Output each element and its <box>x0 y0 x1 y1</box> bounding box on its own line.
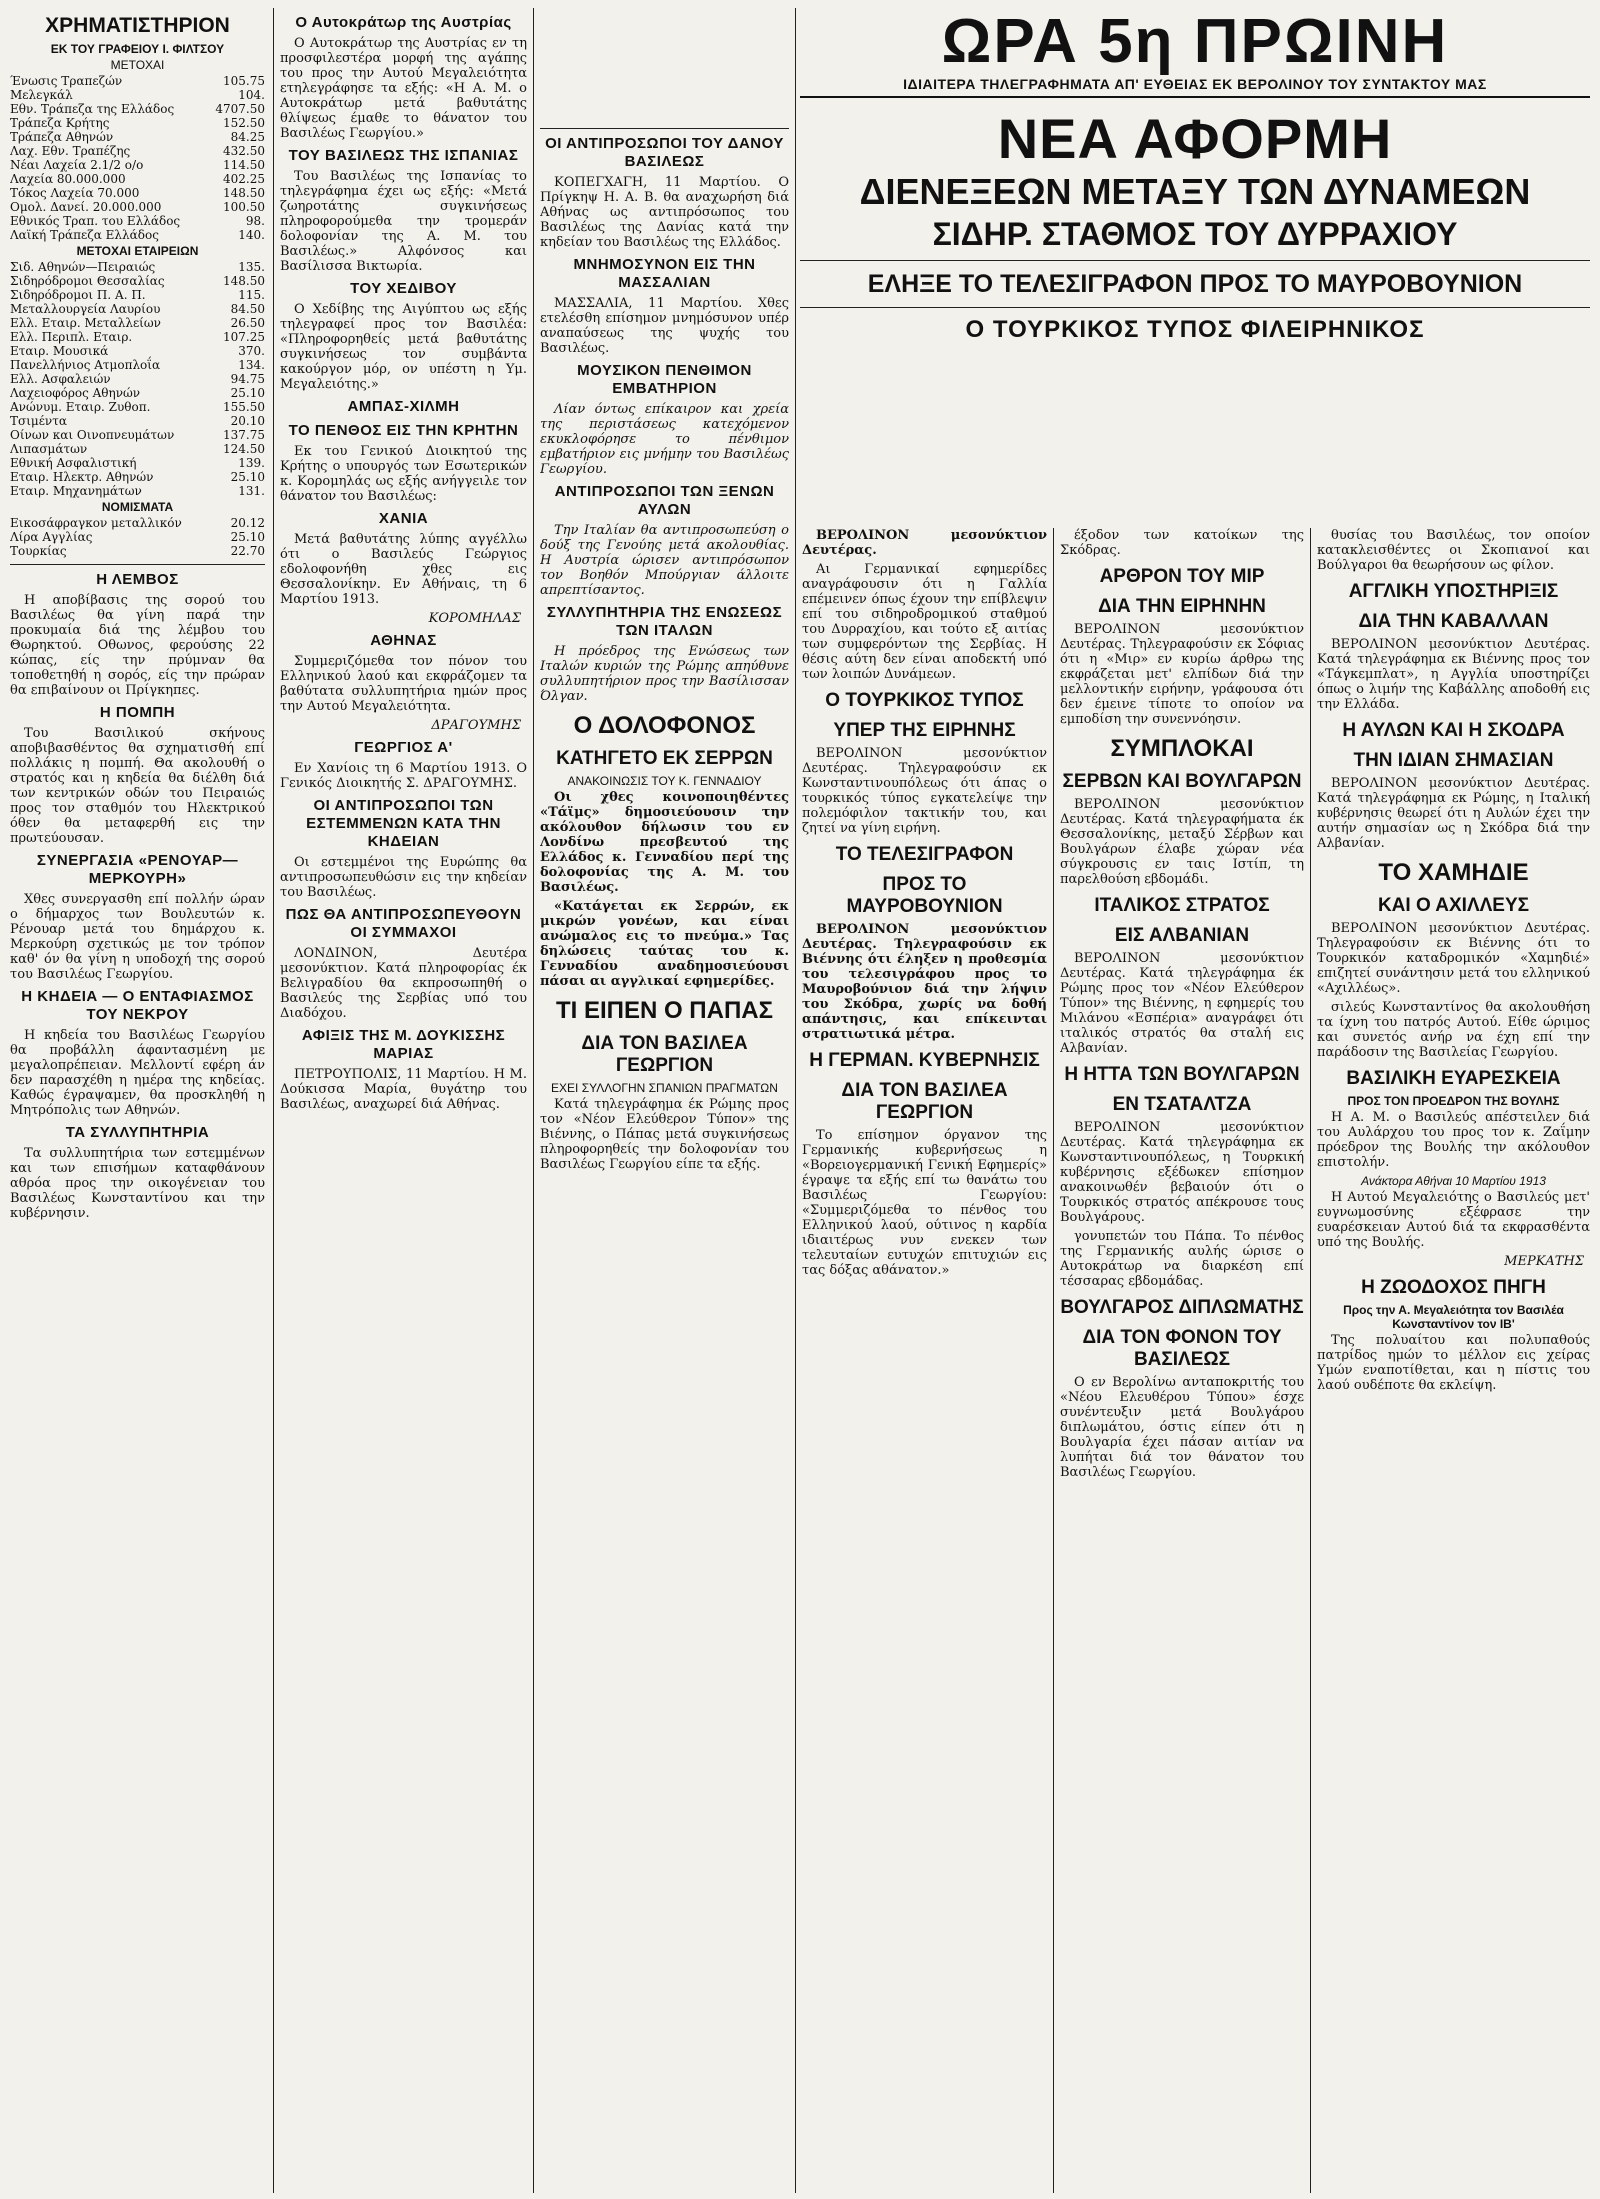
dateline: ΑΘΗΝΑΣ <box>370 632 437 649</box>
section-title: ΟΙ ΑΝΤΙΠΡΟΣΩΠΟΙ ΤΩΝ ΕΣΤΕΜΜΕΝΩΝ ΚΑΤΑ ΤΗΝ ΚΗΔΕΙΑΝ <box>306 797 501 850</box>
table-row <box>10 158 265 172</box>
section-title: Η ΚΗΔΕΙΑ — Ο ΕΝΤΑΦΙΑΣΜΟΣ ΤΟΥ ΝΕΚΡΟΥ <box>21 988 254 1023</box>
section-title: ΤΟΥ ΧΕΔΙΒΟΥ <box>350 280 457 297</box>
table-row <box>10 428 265 442</box>
table-row <box>10 260 265 274</box>
article-text: Εκ του Γενικού Διοικητού της Κρήτης ο υπουργός των Εσωτερικών κ. Κορομηλάς ως εξής ανήγγειλε τον θάνατον του Βασιλέως: <box>280 444 527 504</box>
article-text: θυσίας του Βασιλέως, τον οποίον κατακλεισθέντες οι Σκοπιανοί και Βούλγαροι θα θεωρήσουν ως φίλον. <box>1317 528 1590 573</box>
row-value: 107.25 <box>223 330 265 344</box>
section-title: Η ΖΩΟΔΟΧΟΣ ΠΗΓΗ <box>1361 1277 1546 1298</box>
row-label: Τράπεζα Αθηνών <box>10 130 114 144</box>
article-text: γονυπετών του Πάπα. Το πένθος της Γερμανικής αυλής ώρισε ο Αυτοκράτωρ να διαρκέση επί τέσσαρας εβδομάδας. <box>1060 1229 1304 1289</box>
market-title: ΧΡΗΜΑΤΙΣΤΗΡΙΟΝ <box>45 14 230 37</box>
row-label: Εικοσάφραγκον μεταλλικόν <box>10 516 182 530</box>
section-title: ΤΟ ΧΑΜΗΔΙΕ <box>1378 859 1529 886</box>
section-title: Η ΑΥΛΩΝ ΚΑΙ Η ΣΚΟΔΡΑ <box>1342 720 1565 741</box>
article-text: Συμμεριζόμεθα τον πόνον του Ελληνικού λαού και εκφράζομεν τα βαθύτατα συλλυπητήρια ημών προς την Αυτού Μεγαλειότητα. <box>280 654 527 714</box>
article-text: ΒΕΡΟΛΙΝΟΝ μεσονύκτιον Δευτέρας. Τηλεγραφούσιν εκ Κωνσταντινουπόλεως ότι άπας ο τουρκικός τύπος εγκατελείψε την πολεμόφιλον τακτικήν του, και ζητεί να γίνη ειρήνη. <box>802 746 1047 836</box>
section-title: ΟΙ ΑΝΤΙΠΡΟΣΩΠΟΙ ΤΟΥ ΔΑΝΟΥ ΒΑΣΙΛΕΩΣ <box>545 135 784 170</box>
table-row <box>10 516 265 530</box>
article-text: Μετά βαθυτάτης λύπης αγγέλλω ότι ο Βασιλεύς Γεώργιος εδολοφονήθη χθες εις Θεσσαλονίκην. Εν Αθήναις, τη 6 Μαρτίου 1913. <box>280 532 527 607</box>
section-title: ΣΥΛΛΥΠΗΤΗΡΙΑ ΤΗΣ ΕΝΩΣΕΩΣ ΤΩΝ ΙΤΑΛΩΝ <box>546 604 783 639</box>
section-title: Ο ΔΟΛΟΦΟΝΟΣ <box>573 712 756 739</box>
row-label: Εταιρ. Μουσικά <box>10 344 109 358</box>
table-row <box>10 274 265 288</box>
row-label: Μεταλλουργεία Λαυρίου <box>10 302 161 316</box>
column-rule <box>1053 528 1054 2193</box>
row-value: 98. <box>245 214 265 228</box>
article-text: Η πρόεδρος της Ενώσεως των Ιταλών κυριών της Ρώμης απηύθυνε συλλυπητήριον προς την Βασίλισσαν Όλγαν. <box>540 644 789 704</box>
article-text: Χθες συνεργασθη επί πολλήν ώραν ο δήμαρχος των Βουλευτών κ. Ρένουαρ μετά του δημάρχου κ. Μερκούρη σχετικώς με τον τρόπον καθ' όν θα γίνη η υποδοχή της σορού του Βασιλέως Γεωργίου. <box>10 892 265 982</box>
row-label: Λαϊκή Τράπεζα Ελλάδος <box>10 228 159 242</box>
table-row <box>10 442 265 456</box>
signature: ΔΡΑΓΟΥΜΗΣ <box>431 718 521 733</box>
row-label: Σιδηρόδρομοι Θεσσαλίας <box>10 274 165 288</box>
headline-tertiary: ΣΙΔΗΡ. ΣΤΑΘΜΟΣ ΤΟΥ ΔΥΡΡΑΧΙΟΥ <box>932 216 1458 252</box>
row-label: Εθνική Ασφαλιστική <box>10 456 137 470</box>
row-label: Λίρα Αγγλίας <box>10 530 93 544</box>
row-label: Πανελλήνιος Ατμοπλοΐα <box>10 358 161 372</box>
fx-heading: ΝΟΜΙΣΜΑΤΑ <box>101 500 174 514</box>
article-text: Λίαν όντως επίκαιρον και χρεία της περιστάσεως κατεχόμενον εκυκλοφόρησε το πένθιμον εμβατήριον εις μνήμην του Βασιλέως Γεωργίου. <box>540 402 789 477</box>
row-value: 402.25 <box>223 172 265 186</box>
section-subtitle: ΕΝ ΤΣΑΤΑΛΤΖΑ <box>1112 1094 1252 1115</box>
article-text: Η Αυτού Μεγαλειότης ο Βασιλεύς μετ' ευγνωμοσύνης εξέφρασε την ευαρέσκειαν Αυτού διά τα εκφρασθέντα υπό της Βουλής. <box>1317 1190 1590 1250</box>
table-row <box>10 200 265 214</box>
table-row <box>10 530 265 544</box>
article-text: ΒΕΡΟΛΙΝΟΝ μεσονύκτιον Δευτέρας. Τηλεγραφούσιν εκ Σόφιας ότι η «Μιρ» εν κυρίω άρθρω της εκφράζεται μετ' ελπίδων διά την μελλοντικήν ειρήνην, γράφουσα ότι δεν έμεινε τίποτε το οποίον να εμποδίση την συνεννόησιν. <box>1060 622 1304 727</box>
table-row <box>10 484 265 498</box>
row-label: Τσιμέντα <box>10 414 67 428</box>
article-text: ΒΕΡΟΛΙΝΟΝ μεσονύκτιον Δευτέρας. Τηλεγραφούσιν εκ Βιέννης ότι έληξεν η προθεσμία του τελεσιγράφου προς το Μαυροβούνιον διά την λήψιν του Σκόδρα, χωρίς να δοθή απάντησις, και επίκεινται στρατιωτικά μέτρα. <box>802 922 1047 1042</box>
article-text: σιλεύς Κωνσταντίνος θα ακολουθήση τα ίχνη του πατρός Αυτού. Είθε ώριμος και συνετός ανήρ να έχη επί την παράδοσιν της Βασιλείας Γεωργίου. <box>1317 1000 1590 1060</box>
dateline: Ανάκτορα Αθήναι 10 Μαρτίου 1913 <box>1361 1174 1546 1188</box>
row-value: 25.10 <box>230 530 265 544</box>
article-text: Κατά τηλεγράφημα έκ Ρώμης προς τον «Νέον Ελεύθερον Τύπον» της Βιέννης, ο Πάπας μετά συγκινήσεως πληροφορηθείς την δολοφονίαν του Βασιλέως Γεωργίου είπε τα εξής. <box>540 1097 789 1172</box>
row-label: Νέαι Λαχεία 2.1/2 ο/ο <box>10 158 144 172</box>
article-text: ΒΕΡΟΛΙΝΟΝ μεσονύκτιον Δευτέρας. Τηλεγραφούσιν εκ Βιέννης ότι το Τουρκικόν καταδρομικόν «Χαμηδιέ» επιζητεί συνάντησιν μετά του ελληνικού «Αχιλλέως». <box>1317 921 1590 996</box>
table-row <box>10 358 265 372</box>
article-text: Την Ιταλίαν θα αντιπροσωπεύση ο δούξ της Γενούης μετά ακολουθίας. Η Αυστρία ώρισεν αντιπρόσωπον τον Βοηθόν Μπούργιαν άλλοιτε απρεπτίσαντος. <box>540 523 789 598</box>
column-1 <box>10 8 265 2193</box>
article-text: Του Βασιλικού σκήνους αποβιβασθέντος θα σχηματισθή επί πολλάκις η πομπή. Θα ακολουθή ο στρατός και η κηδεία θα διέλθη διά των κεντρικών οδών του Πειραιώς προς τον σταθμόν του Ηλεκτρικού όθεν θα μεταφερθή εις την πρωτεύουσαν. <box>10 726 265 846</box>
companies-heading: ΜΕΤΟΧΑΙ ΕΤΑΙΡΕΙΩΝ <box>76 244 199 258</box>
row-label: Οίνων και Οινοπνευμάτων <box>10 428 175 442</box>
article-text: «Κατάγεται εκ Σερρών, εκ μικρών γονέων, και είναι ανώμαλος εις το πνεύμα.» Τας δηλώσεις ταύτας του κ. Γενναδίου αναδημοσιεύουσι πάσαι αι αγγλικαί εφημερίδες. <box>540 899 789 989</box>
article-text: έξοδον των κατοίκων της Σκόδρας. <box>1060 528 1304 558</box>
row-value: 148.50 <box>223 186 265 200</box>
row-label: Εταιρ. Μηχανημάτων <box>10 484 142 498</box>
section-title: ΣΥΝΕΡΓΑΣΙΑ «ΡΕΝΟΥΑΡ—ΜΕΡΚΟΥΡΗ» <box>36 852 239 887</box>
section-subtitle: ΠΡΟΣ ΤΟ ΜΑΥΡΟΒΟΥΝΙΟΝ <box>846 874 1003 917</box>
row-value: 105.75 <box>223 74 265 88</box>
section-title: Η ΛΕΜΒΟΣ <box>96 571 179 588</box>
banner-subtitle: ΙΔΙΑΙΤΕΡΑ ΤΗΛΕΓΡΑΦΗΜΑΤΑ ΑΠ' ΕΥΘΕΙΑΣ ΕΚ ΒΕΡΟΛΙΝΟΥ ΤΟΥ ΣΥΝΤΑΚΤΟΥ ΜΑΣ <box>800 76 1590 98</box>
section-title: ΣΥΜΠΛΟΚΑΙ <box>1110 735 1254 762</box>
row-value: 155.50 <box>223 400 265 414</box>
table-row <box>10 228 265 242</box>
headline-secondary: ΔΙΕΝΕΞΕΩΝ ΜΕΤΑΞΥ ΤΩΝ ΔΥΝΑΜΕΩΝ <box>859 171 1531 212</box>
row-label: Εταιρ. Ηλεκτρ. Αθηνών <box>10 470 154 484</box>
row-value: 148.50 <box>223 274 265 288</box>
headline-ultimatum: ΕΛΗΞΕ ΤΟ ΤΕΛΕΣΙΓΡΑΦΟΝ ΠΡΟΣ ΤΟ ΜΑΥΡΟΒΟΥΝΙΟΝ <box>867 270 1523 298</box>
companies-table <box>10 260 265 498</box>
row-label: Τράπεζα Κρήτης <box>10 116 110 130</box>
row-label: Σιδηρόδρομοι Π. Α. Π. <box>10 288 146 302</box>
column-rule <box>795 8 796 2193</box>
table-row <box>10 102 265 116</box>
row-value: 25.10 <box>230 470 265 484</box>
table-row <box>10 330 265 344</box>
section-subtitle: ΥΠΕΡ ΤΗΣ ΕΙΡΗΝΗΣ <box>833 720 1016 741</box>
row-value: 137.75 <box>223 428 265 442</box>
column-2 <box>280 8 527 2193</box>
section-title: Η ΓΕΡΜΑΝ. ΚΥΒΕΡΝΗΣΙΣ <box>809 1050 1040 1071</box>
table-row <box>10 144 265 158</box>
article-text: Εν Χανίοις τη 6 Μαρτίου 1913. Ο Γενικός Διοικητής Σ. ΔΡΑΓΟΥΜΗΣ. <box>280 761 527 791</box>
section-subtitle: ΔΙΑ ΤΗΝ ΕΙΡΗΝΗΝ <box>1098 596 1266 617</box>
article-text: Ο εν Βερολίνω ανταποκριτής του «Νέου Ελευθέρου Τύπου» έσχε συνέντευξιν μετά Βουλγάρου διπλωμάτου, όστις είπεν ότι η Βουλγαρία έχει πάσαν αιτίαν να λυπήται διά τον θάνατον του Βασιλέως Γεωργίου. <box>1060 1375 1304 1480</box>
row-value: 131. <box>238 484 265 498</box>
row-value: 370. <box>238 344 265 358</box>
section-subtitle: Προς την Α. Μεγαλειότητα τον Βασιλέα Κωνσταντίνον τον ΙΒ' <box>1343 1303 1564 1331</box>
article-text: ΒΕΡΟΛΙΝΟΝ μεσονύκτιον Δευτέρας. Κατά τηλεγραφήματα έκ Θεσσαλονίκης, μεταξύ Σέρβων και Βουλγάρων έλαβε χώραν νέα σύγκρουσις εν ταις Ιστίπ, τη παρελθούση εβδομάδι. <box>1060 797 1304 887</box>
section-title: ΜΟΥΣΙΚΟΝ ΠΕΝΘΙΜΟΝ ΕΜΒΑΤΗΡΙΟΝ <box>577 362 752 397</box>
section-title: ΑΝΤΙΠΡΟΣΩΠΟΙ ΤΩΝ ΞΕΝΩΝ ΑΥΛΩΝ <box>554 483 775 518</box>
column-rule <box>273 8 274 2193</box>
table-row <box>10 302 265 316</box>
row-label: Ανώνυμ. Εταιρ. Ζυθοπ. <box>10 400 151 414</box>
article-text: ΛΟΝΔΙΝΟΝ, Δευτέρα μεσονύκτιον. Κατά πληροφορίας έκ Βελιγραδίου θα εκπροσωπηθή ο Βασιλεύς της Σερβίας υπό του Διαδόχου. <box>280 946 527 1021</box>
row-label: Εθνικός Τραπ. του Ελλάδος <box>10 214 181 228</box>
section-title: Η ΗΤΤΑ ΤΩΝ ΒΟΥΛΓΑΡΩΝ <box>1064 1064 1300 1085</box>
section-title: ΑΓΓΛΙΚΗ ΥΠΟΣΤΗΡΙΞΙΣ <box>1348 581 1559 602</box>
table-row <box>10 470 265 484</box>
table-row <box>10 88 265 102</box>
article-text: ΒΕΡΟΛΙΝΟΝ μεσονύκτιον Δευτέρας. Κατά τηλεγράφημα εκ Κωνσταντινουπόλεως, η Τουρκική κυβέρνησις εξέδωκεν επίσημον ανακοινωθέν βεβαιούν ότι ο Τουρκικός στρατός απέκρουσε τους Βουλγάρους. <box>1060 1120 1304 1225</box>
rates-heading: ΜΕΤΟΧΑΙ <box>110 58 165 72</box>
section-subtitle: ΚΑΙ Ο ΑΧΙΛΛΕΥΣ <box>1377 895 1530 916</box>
article-text: Του Βασιλέως της Ισπανίας το τηλεγράφημα έχει ως εξής: «Μετά ζωηροτάτης συγκινήσεως πληροφορούμεθα την τρομεράν δολοφονίαν της Α. Μ. του Βασιλέως.» Αλφόνσος και Βασίλισσα Βικτωρία. <box>280 169 527 274</box>
row-label: Λαχ. Εθν. Τραπέζης <box>10 144 131 158</box>
article-text: ΠΕΤΡΟΥΠΟΛΙΣ, 11 Μαρτίου. Η Μ. Δούκισσα Μαρία, θυγάτηρ του Βασιλέως, αναχωρεί διά Αθήνας. <box>280 1067 527 1112</box>
article-text: ΒΕΡΟΛΙΝΟΝ μεσονύκτιον Δευτέρας. Κατά τηλεγράφημα εκ Βιέννης προς τον «Τάγκεμπλατ», η Αγγλία υποστηρίζει όπως ο λιμήν της Καβάλλης αποδοθή εις την Ελλάδα. <box>1317 637 1590 712</box>
table-row <box>10 172 265 186</box>
row-value: 432.50 <box>223 144 265 158</box>
section-title: ΤΙ ΕΙΠΕΝ Ο ΠΑΠΑΣ <box>555 997 774 1024</box>
row-label: Λαχεία 80.000.000 <box>10 172 126 186</box>
column-6 <box>1317 528 1590 2193</box>
newspaper-page <box>10 8 1590 2193</box>
table-row <box>10 130 265 144</box>
section-title: ΑΦΙΞΙΣ ΤΗΣ Μ. ΔΟΥΚΙΣΣΗΣ ΜΑΡΙΑΣ <box>301 1027 506 1062</box>
table-row <box>10 186 265 200</box>
section-subtitle: ΣΕΡΒΩΝ ΚΑΙ ΒΟΥΛΓΑΡΩΝ <box>1062 771 1302 792</box>
table-row <box>10 74 265 88</box>
section-title: ΤΟ ΠΕΝΘΟΣ ΕΙΣ ΤΗΝ ΚΡΗΤΗΝ <box>288 422 519 439</box>
table-row <box>10 414 265 428</box>
row-value: 152.50 <box>223 116 265 130</box>
section-subtitle: ΤΗΝ ΙΔΙΑΝ ΣΗΜΑΣΙΑΝ <box>1353 750 1554 771</box>
column-rule <box>533 8 534 2193</box>
article-text: Της πολυαίτου και πολυπαθούς πατρίδος ημών το μέλλον εις χείρας Υμών εναποτίθεται, και η πίστις του λαού ουδέποτε θα εκλείψη. <box>1317 1333 1590 1393</box>
row-label: Ομολ. Δανεί. 20.000.000 <box>10 200 162 214</box>
row-value: 84.25 <box>230 130 265 144</box>
table-row <box>10 116 265 130</box>
column-5 <box>1060 528 1304 2193</box>
fx-table <box>10 516 265 558</box>
section-subtitle: ΔΙΑ ΤΟΝ ΒΑΣΙΛΕΑ ΓΕΩΡΓΙΟΝ <box>841 1080 1008 1123</box>
row-label: Τόκος Λαχεία 70.000 <box>10 186 140 200</box>
section-title: ΤΑ ΣΥΛΛΥΠΗΤΗΡΙΑ <box>65 1124 210 1141</box>
row-label: Σιδ. Αθηνών—Πειραιώς <box>10 260 156 274</box>
front-banner <box>800 8 1590 346</box>
section-title: ΤΟ ΤΕΛΕΣΙΓΡΑΦΟΝ <box>835 844 1014 865</box>
article-text: ΒΕΡΟΛΙΝΟΝ μεσονύκτιον Δευτέρας. <box>802 528 1047 558</box>
column-rule <box>1310 528 1311 2193</box>
banner-title: ΩΡΑ 5η ΠΡΩΙΝΗ <box>941 7 1449 76</box>
table-row <box>10 456 265 470</box>
row-value: 20.12 <box>230 516 265 530</box>
row-label: Τουρκίας <box>10 544 67 558</box>
section-title: ΓΕΩΡΓΙΟΣ Α' <box>354 739 453 756</box>
section-title: ΑΡΘΡΟΝ ΤΟΥ ΜΙΡ <box>1099 566 1265 587</box>
section-title: ΒΑΣΙΛΙΚΗ ΕΥΑΡΕΣΚΕΙΑ <box>1346 1068 1561 1089</box>
row-value: 139. <box>238 456 265 470</box>
section-title: ΙΤΑΛΙΚΟΣ ΣΤΡΑΤΟΣ <box>1094 895 1270 916</box>
row-label: Ελλ. Εταιρ. Μεταλλείων <box>10 316 161 330</box>
table-row <box>10 344 265 358</box>
column-3 <box>540 8 789 2193</box>
row-value: 22.70 <box>230 544 265 558</box>
row-value: 104. <box>238 88 265 102</box>
article-text: ΒΕΡΟΛΙΝΟΝ μεσονύκτιον Δευτέρας. Κατά τηλεγράφημα εκ Ρώμης, η Ιταλική κυβέρνησις θεωρεί ότι η Αυλών έχει την αυτήν σημασίαν ως η Σκόδρα διά την Αλβανίαν. <box>1317 776 1590 851</box>
table-row <box>10 288 265 302</box>
section-title: ΜΝΗΜΟΣΥΝΟΝ ΕΙΣ ΤΗΝ ΜΑΣΣΑΛΙΑΝ <box>573 256 756 291</box>
table-row <box>10 400 265 414</box>
section-title: Ο ΤΟΥΡΚΙΚΟΣ ΤΥΠΟΣ <box>825 690 1024 711</box>
article-text: Η κηδεία του Βασιλέως Γεωργίου θα προβάλλη άφαντασμένη με μεγαλοπρέπειαν. Μελλοντί εφέρη άν δεν παρασχέθη η ημέρα της κηδείας. Καθώς έγραψαμεν, θα προσκληθή η Μητρόπολις των Αθηνών. <box>10 1028 265 1118</box>
article-text: Οι εστεμμένοι της Ευρώπης θα αντιπροσωπευθώσιν εις την κηδείαν του Βασιλέως. <box>280 855 527 900</box>
section-subtitle: ΔΙΑ ΤΟΝ ΒΑΣΙΛΕΑ ΓΕΩΡΓΙΟΝ <box>581 1033 748 1076</box>
row-label: Λαχειοφόρος Αθηνών <box>10 386 141 400</box>
row-label: Λιπασμάτων <box>10 442 88 456</box>
section-title: ΒΟΥΛΓΑΡΟΣ ΔΙΠΛΩΜΑΤΗΣ <box>1060 1297 1304 1318</box>
article-text: ΒΕΡΟΛΙΝΟΝ μεσονύκτιον Δευτέρας. Κατά τηλεγράφημα έκ Ρώμης προς τον «Νέον Ελεύθερον Τύπον» της Βιέννης, η εφημερίς του Μιλάνου «Εσπέρια» αναγράφει ότι ιταλικός στρατός θα σταλή εις Αλβανίαν. <box>1060 951 1304 1056</box>
row-value: 25.10 <box>230 386 265 400</box>
row-value: 4707.50 <box>215 102 265 116</box>
row-value: 26.50 <box>230 316 265 330</box>
row-label: Ελλ. Ασφαλειών <box>10 372 111 386</box>
article-text: Οι χθες κοινοποιηθέντες «Τάϊμς» δημοσιεύουσιν την ακόλουθον δήλωσιν του εν Λονδίνω πρεσβευτού της Ελλάδος κ. Γενναδίου περί της δολοφονίας της Α. Μ. του Βασιλέως. <box>540 790 789 895</box>
headline-main: ΝΕΑ ΑΦΟΡΜΗ <box>997 107 1393 170</box>
article-text: Η Α. Μ. ο Βασιλεύς απέστειλεν διά του Αυλάρχου του προς τον κ. Ζαΐμην πρόεδρον της Βουλής την ακόλουθον επιστολήν. <box>1317 1110 1590 1170</box>
row-value: 100.50 <box>223 200 265 214</box>
table-row <box>10 386 265 400</box>
row-value: 84.50 <box>230 302 265 316</box>
row-value: 124.50 <box>223 442 265 456</box>
section-title: Η ΠΟΜΠΗ <box>99 704 176 721</box>
row-label: Εθν. Τράπεζα της Ελλάδος <box>10 102 175 116</box>
section-subtitle: ΔΙΑ ΤΟΝ ΦΟΝΟΝ ΤΟΥ ΒΑΣΙΛΕΩΣ <box>1082 1327 1282 1370</box>
signature: ΚΟΡΟΜΗΛΑΣ <box>428 611 521 626</box>
article-text: Αι Γερμανικαί εφημερίδες αναγράφουσιν ότι η Γαλλία επέμεινεν όπως έχουν την επίβλεψιν επί του σιδηροδρομικού σταθμού του Δυρραχίου, και τούτο εξ αιτίας των συμφερόντων της Σερβίας. Η θέσις αύτη δεν είναι αποδεκτή υπό των λοιπών Δυνάμεων. <box>802 562 1047 682</box>
article-text: ΜΑΣΣΑΛΙΑ, 11 Μαρτίου. Χθες ετελέσθη επίσημον μνημόσυνον υπέρ αναπαύσεως της ψυχής του Βασιλέως. <box>540 296 789 356</box>
section-title: Ο Αυτοκράτωρ της Αυστρίας <box>295 14 512 31</box>
table-row <box>10 372 265 386</box>
section-subtitle: ΔΙΑ ΤΗΝ ΚΑΒΑΛΛΑΝ <box>1358 611 1549 632</box>
article-text: Η αποβίβασις της σορού του Βασιλέως θα γίνη παρά την προκυμαία διά της λέμβου του Θωρηκτού. Οθωνος, φερούσης 22 κώπας, είς την πρύμναν θα τοποθετηθή η σορός, είς την πρώραν θα επιβαίνουν οι Πρίγκηπες. <box>10 593 265 698</box>
article-text: Το επίσημον όργανον της Γερμανικής κυβερνήσεως η «Βορειογερμανική Γενική Εφημερίς» έγραψε τα εξής επί τω θανάτω του Βασιλέως Γεωργίου: «Συμμεριζόμεθα το πένθος του Ελληνικού λαού, ούτινος η καρδία ιδιαιτέρως νυν ενεκεν των τελευταίων ευτυχών επιτυχιών εις τας δόξας αθάνατον.» <box>802 1128 1047 1278</box>
row-label: Ένωσις Τραπεζών <box>10 74 123 88</box>
section-subtitle: ΕΙΣ ΑΛΒΑΝΙΑΝ <box>1114 925 1250 946</box>
section-title: ΤΟΥ ΒΑΣΙΛΕΩΣ ΤΗΣ ΙΣΠΑΝΙΑΣ <box>288 147 519 164</box>
row-value: 140. <box>238 228 265 242</box>
table-row <box>10 316 265 330</box>
article-text: Ο Αυτοκράτωρ της Αυστρίας εν τη προσφιλεστέρα μορφή της αγάπης του προς την Αυτού Μεγαλειότητα ετηλεγράφησε τα εξής: «Η Α. Μ. ο Αυτοκράτωρ μετά βαθυτάτης θλίψεως έμαθε το θάνατον του Βασιλέως Γεωργίου.» <box>280 36 527 141</box>
row-value: 20.10 <box>230 414 265 428</box>
column-4 <box>802 528 1047 2193</box>
section-subtitle: ΚΑΤΗΓΕΤΟ ΕΚ ΣΕΡΡΩΝ <box>556 748 773 769</box>
article-text: ΚΟΠΕΓΧΑΓΗ, 11 Μαρτίου. Ο Πρίγκηψ Η. Α. Β. θα αναχωρήση διά Αθήνας ως αντιπρόσωπος του Βασιλέως της Δανίας κατά την κηδείαν του Βασιλέως της Ελλάδος. <box>540 175 789 250</box>
row-label: Ελλ. Περιπλ. Εταιρ. <box>10 330 133 344</box>
section-subtitle: ΠΡΟΣ ΤΟΝ ΠΡΟΕΔΡΟΝ ΤΗΣ ΒΟΥΛΗΣ <box>1347 1094 1560 1108</box>
table-row <box>10 544 265 558</box>
signature: ΜΕΡΚΑΤΗΣ <box>1504 1254 1584 1269</box>
headline-turkish-press: Ο ΤΟΥΡΚΙΚΟΣ ΤΥΠΟΣ ΦΙΛΕΙΡΗΝΙΚΟΣ <box>965 316 1425 343</box>
rates-table <box>10 74 265 242</box>
row-value: 135. <box>238 260 265 274</box>
row-value: 115. <box>238 288 265 302</box>
masthead-logo-area <box>540 8 789 129</box>
article-text: Ο Χεδίβης της Αιγύπτου ως εξής τηλεγραφεί προς τον Βασιλέα: «Πληροφορηθείς μετά βαθυτάτης συγκινήσεως τον συμβάντα κακούργον μόρ, ον υπέστη η Υμ. Μεγαλειότης.» <box>280 302 527 392</box>
row-label: Μελεγκάλ <box>10 88 73 102</box>
section-kicker: ΕΧΕΙ ΣΥΛΛΟΓΗΝ ΣΠΑΝΙΩΝ ΠΡΑΓΜΑΤΩΝ <box>551 1081 778 1095</box>
section-title: ΠΩΣ ΘΑ ΑΝΤΙΠΡΟΣΩΠΕΥΘΟΥΝ ΟΙ ΣΥΜΜΑΧΟΙ <box>285 906 522 941</box>
row-value: 114.50 <box>223 158 265 172</box>
market-subtitle: ΕΚ ΤΟΥ ΓΡΑΦΕΙΟΥ Ι. ΦΙΛΤΣΟΥ <box>50 42 225 56</box>
table-row <box>10 214 265 228</box>
article-text: Τα συλλυπητήρια των εστεμμένων και των επισήμων καταφθάνουν αθρόα προς την οικογένειαν του Βασιλέως Κωνσταντίνου και την κυβέρνησιν. <box>10 1146 265 1221</box>
dateline: ΧΑΝΙΑ <box>378 510 429 527</box>
section-kicker: ΑΝΑΚΟΙΝΩΣΙΣ ΤΟΥ Κ. ΓΕΝΝΑΔΙΟΥ <box>567 774 762 788</box>
section-title: ΑΜΠΑΣ-ΧΙΛΜΗ <box>347 398 460 415</box>
row-value: 94.75 <box>230 372 265 386</box>
row-value: 134. <box>238 358 265 372</box>
